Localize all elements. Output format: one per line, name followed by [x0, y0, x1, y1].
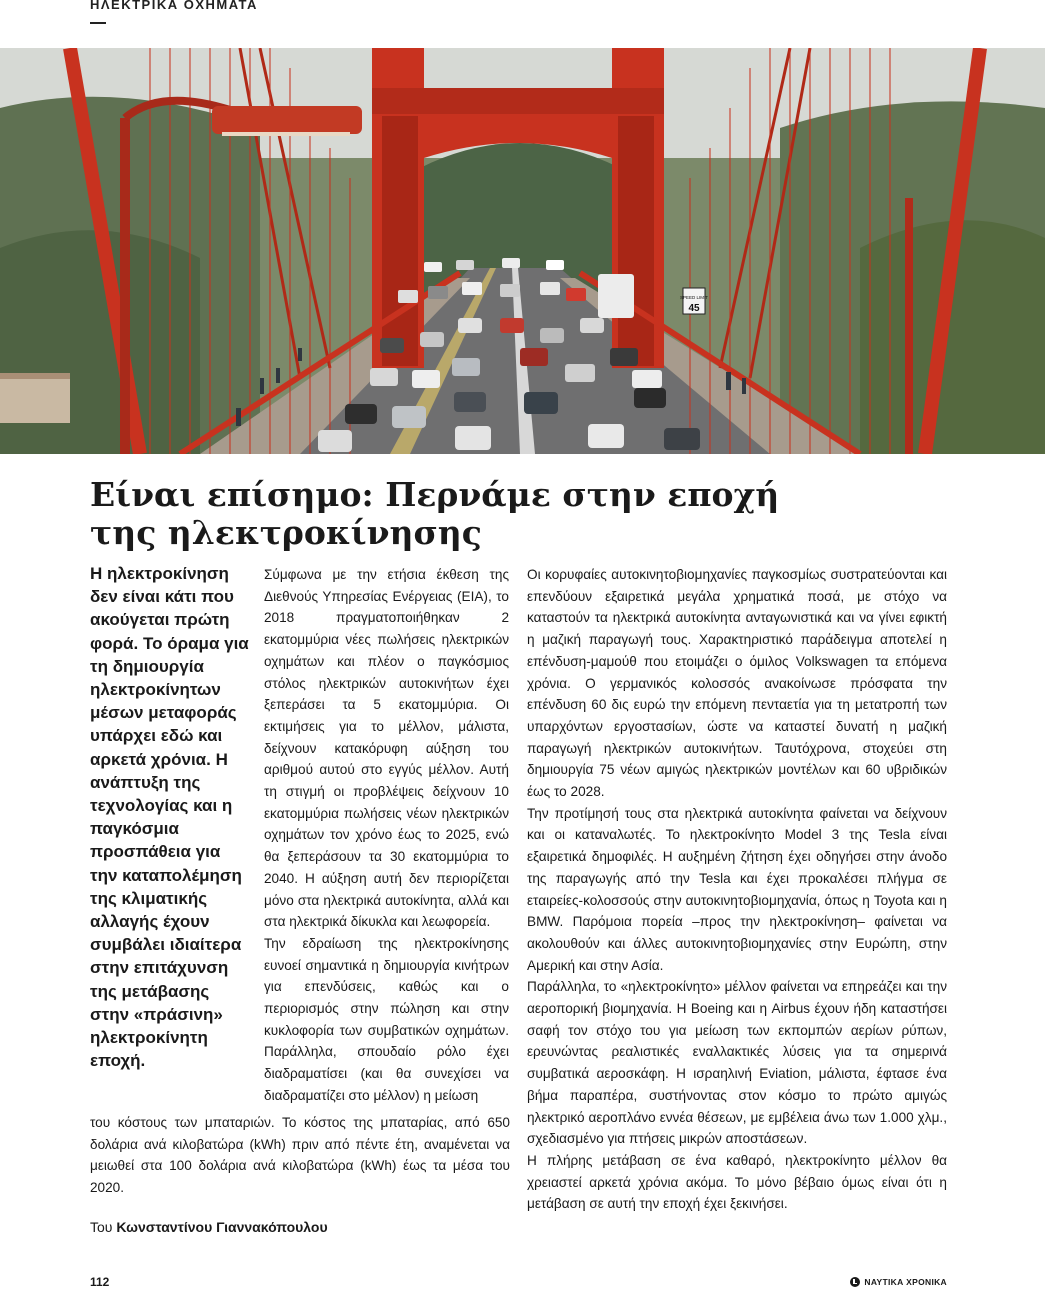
headline-line-2: της ηλεκτροκίνησης	[90, 513, 482, 552]
section-divider	[90, 22, 106, 24]
byline-prefix: Του	[90, 1219, 113, 1235]
page-number: 112	[90, 1275, 110, 1289]
right-paragraph-1: Οι κορυφαίες αυτοκινητοβιομηχανίες παγκοσμίως συστρατεύονται και επενδύουν εξαιρετικά μεγάλα χρηματικά ποσά, με στόχο να καταστούν τα ηλεκτρικά αυτοκίνητα ανταγωνιστικά και να γίνει εφικτή η μαζική παραγωγή τους. Χαρακτηριστικό παράδειγμα αποτελεί η επένδυση-μαμούθ που ετοιμάζει ο όμιλος Volkswagen τα επόμενα χρόνια. Ο γερμανικός κολοσσός ανακοίνωσε πρόσφατα την επένδυση 60 δις ευρώ την επόμενη πενταετία για τη μετατροπή των υπαρχόντων εργοστασίων, ώστε να καταστεί δυνατή η μαζική παραγωγή ηλεκτρικών αυτοκινήτων. Ταυτόχρονα, στοχεύει στη δημιουργία 75 νέων αμιγώς ηλεκτρικών μοντέλων και 60 υβριδικών έως το 2028.	[527, 567, 947, 800]
middle-paragraph-1: Σύμφωνα με την ετήσια έκθεση της Διεθνούς Υπηρεσίας Ενέργειας (ΕΙΑ), το 2018 πραγματοποιήθηκαν 2 εκατομμύρια νέες πωλήσεις ηλεκτρικών οχημάτων και πλέον ο παγκόσμιος στόλος ηλεκτρικών αυτοκινήτων έχει ξεπεράσει τα 5 εκατομμύρια. Οι εκτιμήσεις για το μέλλον, μάλιστα, δείχνουν κατακόρυφη αύξηση του αριθμού αυτού στο εγγύς μέλλον. Αυτή τη στιγμή οι προβλέψεις δείχνουν 10 εκατομμύρια πωλήσεις νέων ηλεκτρικών οχημάτων τον χρόνο έως το 2025, ενώ θα ξεπεράσουν τα 30 εκατομμύρια το 2040. Η αύξηση αυτή δεν περιορίζεται μόνο στα ηλεκτρικά αυτοκίνητα, αλλά και στα ηλεκτρικά δίκυκλα και λεωφορεία.	[264, 567, 509, 930]
section-label: ΗΛΕΚΤΡΙΚΑ ΟΧΗΜΑΤΑ	[90, 0, 258, 12]
masthead	[850, 1277, 947, 1287]
right-paragraph-4: Η πλήρης μετάβαση σε ένα καθαρό, ηλεκτροκίνητο μέλλον θα χρειαστεί αρκετά χρόνια ακόμα. Το μόνο βέβαιο όμως είναι ότι η μετάβαση σε αυτή την εποχή έχει ξεκινήσει.	[527, 1152, 947, 1212]
lead-paragraph: Η ηλεκτροκίνηση δεν είναι κάτι που ακούγεται πρώτη φορά. Το όραμα για τη δημιουργία ηλεκτροκίνητων μέσων μεταφοράς υπάρχει εδώ και αρκετά χρόνια. Η ανάπτυξη της τεχνολογίας και η παγκόσμια προσπάθεια για την καταπολέμηση της κλιματικής αλλαγής έχουν συμβάλει ιδιαίτερα στην επιτάχυνση της μετάβασης στην «πράσινη» ηλεκτροκίνητη εποχή.	[90, 564, 249, 1071]
byline	[90, 1219, 328, 1235]
speed-sign-value: 45	[688, 303, 700, 314]
masthead-title: ΝΑΥΤΙΚΑ ΧΡΟΝΙΚΑ	[864, 1277, 947, 1287]
hero-image	[0, 48, 1045, 454]
headline-line-1: Είναι επίσημο: Περνάμε στην εποχή	[90, 475, 780, 514]
middle-paragraph-2: Την εδραίωση της ηλεκτροκίνησης ευνοεί σημαντικά η δημιουργία κινήτρων για επενδύσεις, καθώς και ο περιορισμός στην πώληση και στην κυκλοφορία των συμβατικών οχημάτων. Παράλληλα, σπουδαίο ρόλο έχει διαδραματίσει (και θα συνεχίσει να διαδραματίζει στο μέλλον) η μείωση	[264, 935, 509, 1103]
right-paragraph-2: Την προτίμησή τους στα ηλεκτρικά αυτοκίνητα φαίνεται να δείχνουν και οι καταναλωτές. Το ηλεκτροκίνητο Model 3 της Tesla είναι εξαιρετικά δημοφιλές. Η αυξημένη ζήτηση έχει οδηγήσει στην άνοδο της παραγωγής από την Tesla και έχει προκαλέσει πλήγμα σε εταιρείες-κολοσσούς στην αυτοκινητοβιομηχανία, όπως η Toyota και η BMW. Παρόμοια πορεία –προς την ηλεκτροκίνηση– φαίνεται να ακολουθούν και άλλες αυτοκινητοβιομηχανίες στην Ευρώπη, στην Αμερική και στην Ασία.	[527, 805, 947, 973]
speed-sign-label: SPEED LIMIT	[679, 295, 709, 300]
right-paragraph-3: Παράλληλα, το «ηλεκτροκίνητο» μέλλον φαίνεται να επηρεάζει και την αεροπορική βιομηχανία. Η Boeing και η Airbus έχουν ήδη καταστήσει σαφή τον στόχο του για μείωση των εκπομπών αερίων ρύπων, ερευνώντας ρεαλιστικές εναλλακτικές λύσεις για τα σημερινά συμβατικά αεροσκάφη. Η ισραηλινή Eviation, μάλιστα, έφτασε ένα βήμα παραπέρα, συστήνοντας στον κόσμο το πρώτο αμιγώς ηλεκτρικό αεροπλάνο εννέα θέσεων, με εμβέλεια άνω των 1.000 χλμ., σχεδιασμένο για πτήσεις μικρών αποστάσεων.	[527, 979, 947, 1147]
byline-author: Κωνσταντίνου Γιαννακόπουλου	[116, 1219, 328, 1235]
right-column	[527, 564, 947, 1215]
continuation-paragraph: του κόστους των μπαταριών. Το κόστος της μπαταρίας, από 650 δολάρια ανά κιλοβατώρα (kWh) πριν από πέντε έτη, αναμένεται να μειωθεί στα 100 δολάρια ανά κιλοβατώρα (kWh) έως τα μέσα του 2020.	[90, 1115, 510, 1196]
middle-column	[264, 564, 509, 1107]
article-headline	[90, 476, 810, 552]
masthead-logo-icon	[850, 1277, 860, 1287]
